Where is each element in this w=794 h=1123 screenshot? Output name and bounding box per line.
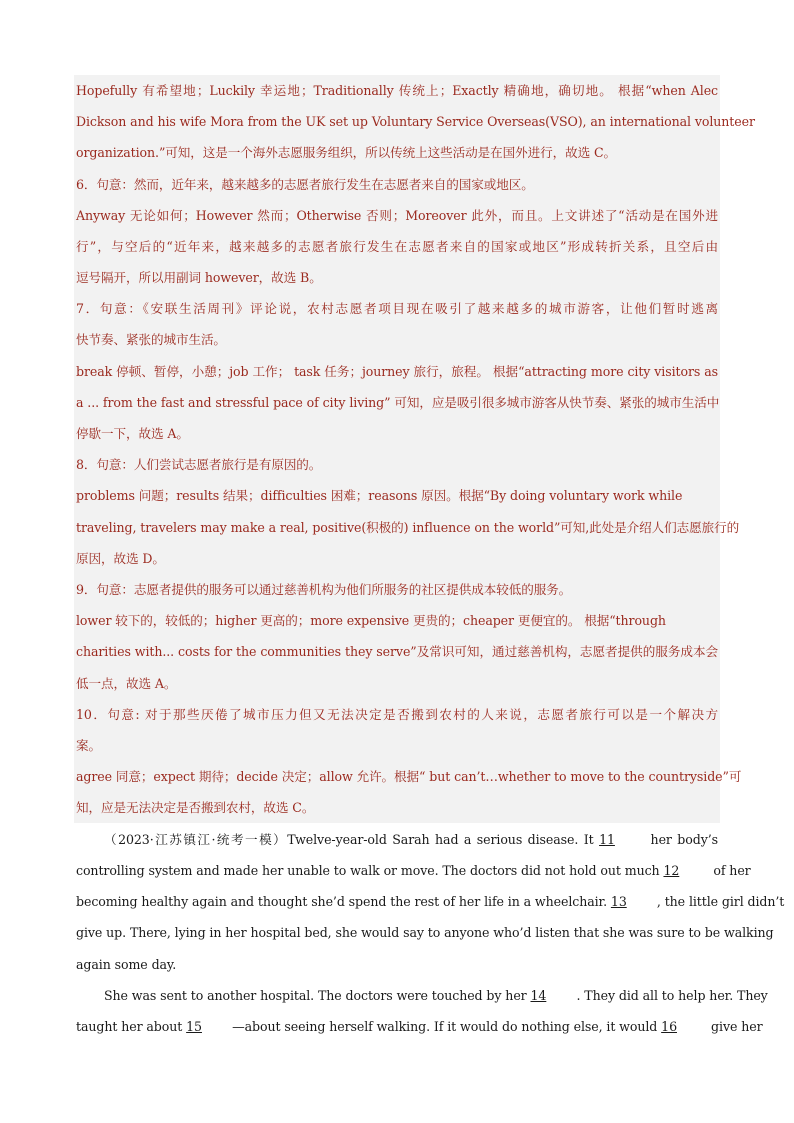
q8-detail-line-1: problems 问题；results 结果；difficulties 困难；reasons 原因。根据“By doing voluntary work while [76,488,683,503]
passage-p1-line-3 [76,892,785,912]
q7-detail-line-3: 停歇一下，故选 A。 [76,426,189,441]
passage-text: , the little girl didn’t [656,894,785,909]
q9-detail-line-2: charities with... costs for the communities they serve”及常识可知，通过慈善机构，志愿者提供的服务成本会 [76,644,718,659]
passage-p1-line-5: again some day. [76,957,177,972]
blank-15: 15 [186,1019,202,1034]
passage-text: becoming healthy again and thought she’d spend the rest of her life in a wheelchair. [76,894,611,909]
passage-text: give her [707,1019,763,1034]
passage-text: —about seeing herself walking. If it would do nothing else, it would [232,1019,662,1034]
passage-p1-line-2 [76,861,751,881]
q6-detail-line-1: Anyway 无论如何；However 然而；Otherwise 否则；Moreover 此外，而且。上文讲述了“活动是在国外进 [76,208,718,223]
q7-detail-line-1: break 停顿、暂停，小憩；job 工作； task 任务；journey 旅行，旅程。 根据“attracting more city visitors as [76,364,718,379]
q10-detail-line-2: 知，应是无法决定是否搬到农村，故选 C。 [76,800,315,815]
q10-meaning-line-1: 10．句意: 对于那些厌倦了城市压力但又无法决定是否搬到农村的人来说，志愿者旅行可以是一个解决方 [76,707,718,722]
q5-detail-line-1: Hopefully 有希望地；Luckily 幸运地；Traditionally 传统上；Exactly 精确地，确切地。 根据“when Alec [76,83,718,98]
passage-text: her body’s [645,832,718,847]
q7-meaning-line-1: 7．句意：《安联生活周刊》评论说，农村志愿者项目现在吸引了越来越多的城市游客，让他们暂时逃离 [76,301,718,316]
passage-text: of her [709,863,751,878]
passage-text: taught her about [76,1019,187,1034]
passage-text: controlling system and made her unable to walk or move. The doctors did not hold out much [76,863,664,878]
blank-13: 13 [610,894,627,909]
q10-meaning-line-2: 案。 [76,738,101,753]
q9-detail-line-3: 低一点，故选 A。 [76,676,177,691]
q7-meaning-line-2: 快节奏、紧张的城市生活。 [76,332,226,347]
blank-16: 16 [661,1019,677,1034]
passage-p2-line-1 [104,986,768,1006]
q5-detail-line-3: organization.”可知，这是一个海外志愿服务组织，所以传统上这些活动是在国外进行，故选 C。 [76,145,616,160]
q9-meaning: 9．句意：志愿者提供的服务可以通过慈善机构为他们所服务的社区提供成本较低的服务。 [76,582,572,597]
passage-text: （2023·江苏镇江·统考一模）Twelve-year-old Sarah had a serious disease. It [104,832,600,847]
q10-detail-line-1: agree 同意；expect 期待；decide 决定；allow 允许。根据“ but can’t…whether to move to the countryside”可 [76,769,742,784]
q6-meaning: 6．句意：然而，近年来，越来越多的志愿者旅行发生在志愿者来自的国家或地区。 [76,177,534,192]
q8-detail-line-2: traveling, travelers may make a real, positive(积极的) influence on the world”可知,此处是介绍人们志愿旅行的 [76,520,740,535]
passage-text: She was sent to another hospital. The doctors were touched by her [104,988,531,1003]
q9-detail-line-1: lower 较下的，较低的；higher 更高的；more expensive 更贵的；cheaper 更便宜的。 根据“through [76,613,666,628]
blank-12: 12 [663,863,680,878]
passage-p1-line-4: give up. There, lying in her hospital bed, she would say to anyone who’d listen that she was sure to be walking [76,925,774,940]
q8-detail-line-3: 原因，故选 D。 [76,551,165,566]
passage-p1-line-1 [104,830,718,850]
q6-detail-line-2: 行”，与空后的“近年来，越来越多的志愿者旅行发生在志愿者来自的国家或地区”形成转折关系，且空后由 [76,239,718,254]
blank-14: 14 [530,988,547,1003]
q7-detail-line-2: a ... from the fast and stressful pace of city living” 可知，应是吸引很多城市游客从快节奏、紧张的城市生活中 [76,395,720,410]
blank-11: 11 [599,832,615,847]
passage-text: . They did all to help her. They [576,988,768,1003]
q6-detail-line-3: 逗号隔开，所以用副词 however，故选 B。 [76,270,322,285]
passage-p2-line-2 [76,1017,763,1037]
q5-detail-line-2: Dickson and his wife Mora from the UK set up Voluntary Service Overseas(VSO), an international volunteer [76,114,755,129]
q8-meaning: 8．句意：人们尝试志愿者旅行是有原因的。 [76,457,322,472]
